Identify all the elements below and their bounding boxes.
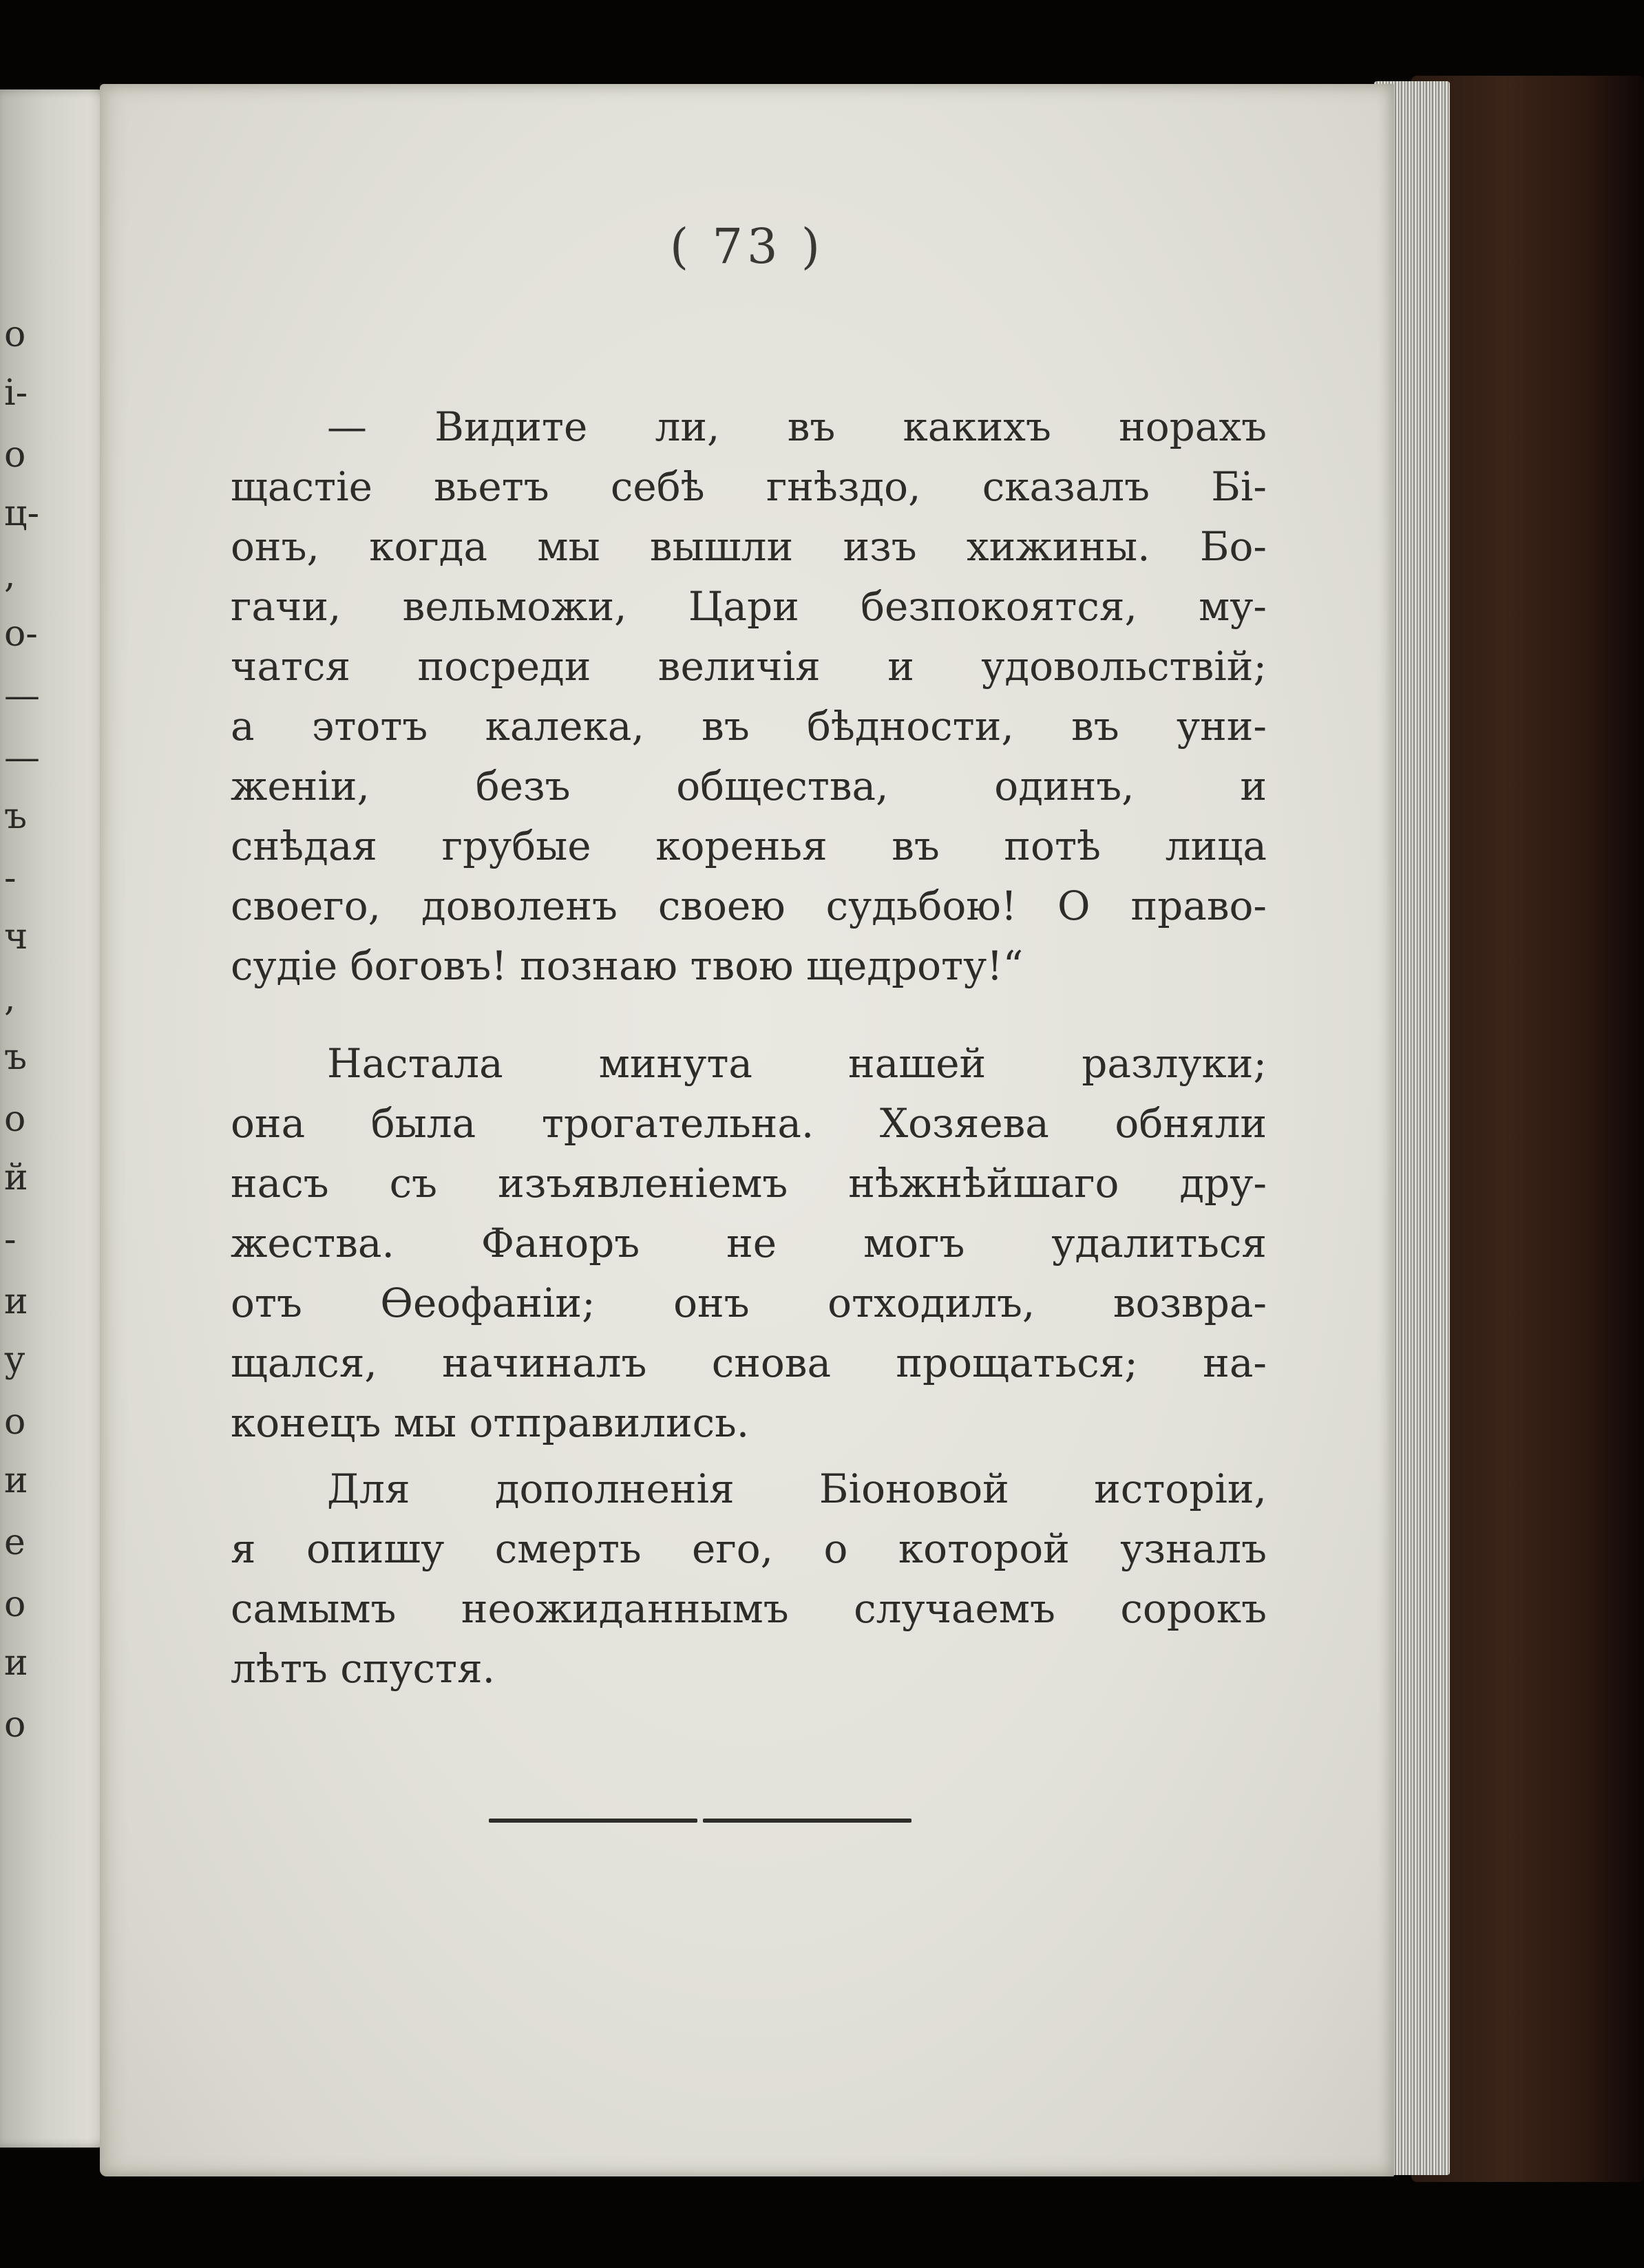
text-line: онъ, когда мы вышли изъ хижины. Бо- <box>231 523 1267 570</box>
left-page-fragment: і- <box>4 372 28 414</box>
text-line: конецъ мы отправились. <box>231 1399 750 1446</box>
page-number: ( 73 ) <box>669 218 825 275</box>
left-page-fragment: о <box>4 1099 26 1140</box>
text-line: гачи, вельможи, Цари безпокоятся, му- <box>231 583 1267 630</box>
left-page-fragment: й <box>4 1157 28 1198</box>
left-page-fragment: у <box>4 1339 25 1381</box>
text-line: щался, начиналъ снова прощаться; на- <box>231 1339 1267 1386</box>
paragraph-2 <box>231 1034 1267 1453</box>
left-page-fragment: ъ <box>4 1037 28 1078</box>
left-page-fragment: , <box>4 555 16 596</box>
text-line: насъ съ изъявленіемъ нѣжнѣйшаго дру- <box>231 1160 1267 1207</box>
book-page <box>100 84 1394 2176</box>
text-line: отъ Ѳеофаніи; онъ отходилъ, возвра- <box>231 1280 1267 1326</box>
left-page-fragment: и <box>4 1281 28 1322</box>
text-line: щастіе вьетъ себѣ гнѣздо, сказалъ Бі- <box>231 463 1267 510</box>
end-rule-right <box>703 1819 911 1823</box>
left-page-fragment: и <box>4 1460 28 1501</box>
left-page-fragment: о <box>4 1401 26 1443</box>
left-page-fragment: , <box>4 978 16 1019</box>
text-line: жества. Фаноръ не могъ удалиться <box>231 1220 1267 1267</box>
text-line: Настала минута нашей разлуки; <box>327 1040 1267 1087</box>
text-line: судіе боговъ! познаю твою щедроту!“ <box>231 942 1024 989</box>
left-page-fragment: - <box>4 1219 17 1260</box>
left-page-fragment: ц- <box>4 493 40 534</box>
left-page-fragment: о <box>4 1704 26 1746</box>
text-line: снѣдая грубые коренья въ потѣ лица <box>231 823 1267 869</box>
end-rule-left <box>489 1819 697 1823</box>
left-page-fragment: о <box>4 1584 26 1625</box>
text-line: Для дополненія Біоновой исторіи, <box>327 1465 1267 1512</box>
text-line: она была трогательна. Хозяева обняли <box>231 1100 1267 1147</box>
text-line: самымъ неожиданнымъ случаемъ сорокъ <box>231 1585 1267 1632</box>
left-page-fragment: е <box>4 1522 25 1563</box>
text-line: своего, доволенъ своею судьбою! О право- <box>231 882 1267 929</box>
paragraph-1 <box>231 397 1267 996</box>
left-page-fragment: и <box>4 1642 28 1684</box>
text-line: я опишу смерть его, о которой узналъ <box>231 1525 1267 1572</box>
text-line: женіи, безъ общества, одинъ, и <box>231 763 1267 809</box>
left-page-fragment: — <box>4 737 40 778</box>
left-page-fragment: - <box>4 858 17 899</box>
text-line: — Видите ли, въ какихъ норахъ <box>327 403 1267 450</box>
left-page-fragment: о <box>4 314 26 355</box>
left-page-fragment: — <box>4 675 40 717</box>
left-page-fragment: о- <box>4 613 38 655</box>
text-line: а этотъ калека, въ бѣдности, въ уни- <box>231 703 1267 750</box>
left-page-fragment: ч <box>4 916 28 957</box>
left-page-fragment: о <box>4 434 26 476</box>
left-page-fragment: ъ <box>4 796 28 837</box>
text-line: лѣтъ спустя. <box>231 1645 496 1692</box>
text-line: чатся посреди величія и удовольствій; <box>231 643 1267 690</box>
previous-page <box>0 89 110 2148</box>
paragraph-3 <box>231 1459 1267 1699</box>
